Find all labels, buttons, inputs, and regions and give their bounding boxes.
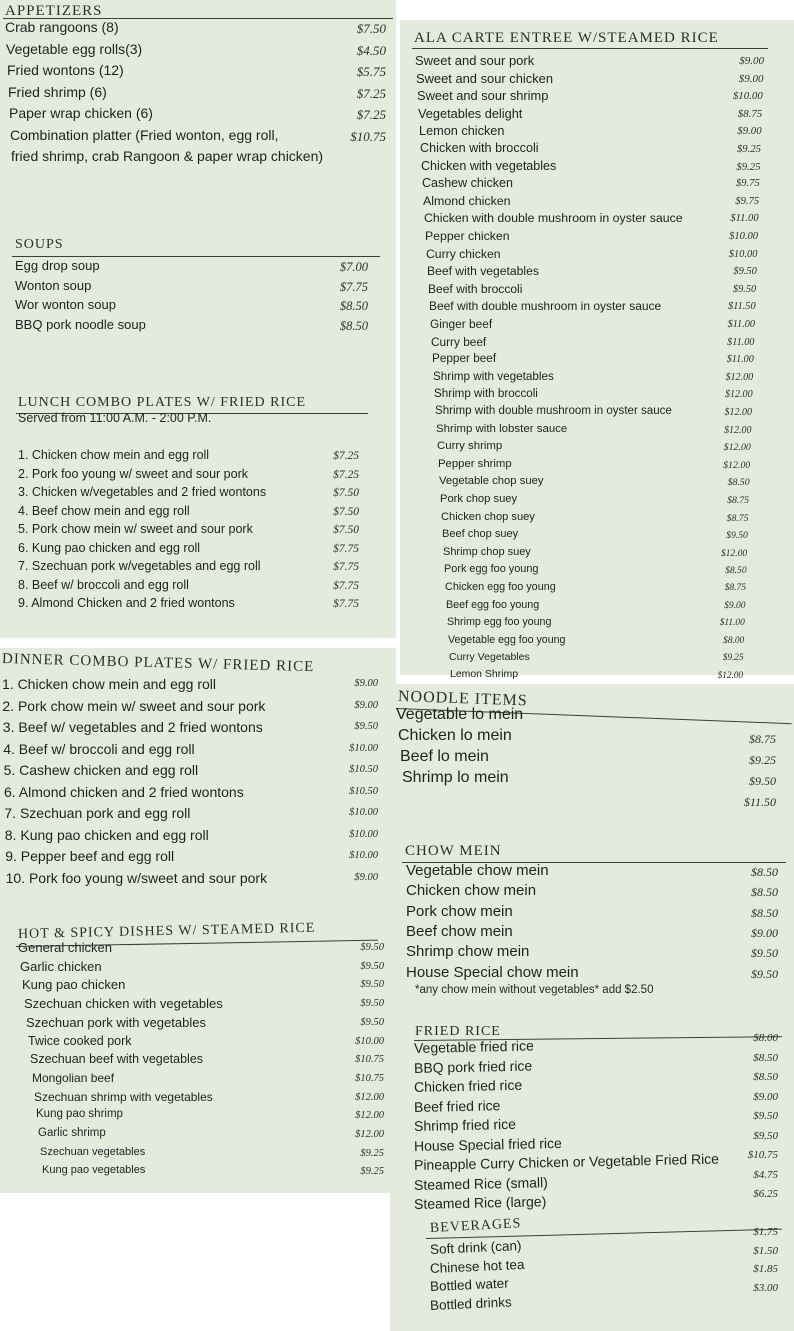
alacarte-item-price: $12.00 [724,424,752,436]
soups-item-name: Wonton soup [15,277,92,293]
friedrice-item-name: Steamed Rice (large) [413,1193,547,1212]
dinner-item-price: $10.50 [349,764,378,775]
alacarte-item-price: $9.75 [735,195,760,207]
alacarte-item-name: Beef with vegetables [427,264,539,279]
alacarte-item-price: $9.25 [736,160,761,173]
alacarte-item-price: $11.50 [728,301,756,313]
alacarte-item-price: $11.00 [726,354,754,366]
alacarte-item-price: $9.00 [739,55,764,67]
soups-item-price: $7.75 [339,279,368,294]
alacarte-item-name: Chicken with double mushroom in oyster sauce [424,211,683,226]
dinner-item-name: 5. Cashew chicken and egg roll [3,762,199,778]
dinner-item-name: 8. Kung pao chicken and egg roll [4,826,209,843]
beverages-item-price: $1.75 [753,1226,778,1238]
beverages-heading: BEVERAGES [429,1216,522,1236]
hotspicy-item-name: Garlic chicken [20,958,102,974]
lunch-item-price: $7.50 [333,524,359,536]
friedrice-item-price: $9.00 [753,1090,778,1103]
alacarte-item-name: Beef chop suey [442,528,519,541]
dinner-item-price: $10.00 [349,828,378,840]
alacarte-item-name: Sweet and sour chicken [416,70,554,86]
dinner-item-price: $9.50 [354,721,378,732]
alacarte-item-price: $12.00 [724,389,753,401]
alacarte-item-price: $9.50 [733,266,757,278]
hotspicy-item-price: $12.00 [355,1129,384,1140]
soups-item-name: Wor wonton soup [15,297,116,312]
hotspicy-item-price: $9.25 [360,1166,384,1178]
alacarte-item-name: Sweet and sour shrimp [417,88,549,104]
lunch-list [0,0,396,638]
alacarte-list [400,20,794,681]
lunch-item-name: 4. Beef chow mein and egg roll [18,503,190,518]
alacarte-item-name: Beef egg foo young [446,598,540,611]
chowmein-item-price: $9.50 [751,966,778,981]
hotspicy-heading: HOT & SPICY DISHES W/ STEAMED RICE [17,920,316,942]
alacarte-item-name: Sweet and sour pork [415,53,535,68]
hotspicy-item-price: $10.75 [355,1072,384,1084]
appetizers-item-name: Fried wontons (12) [7,62,124,78]
appetizers-item-name: Fried shrimp (6) [8,83,107,100]
friedrice-item-name: House Special fried rice [413,1134,562,1154]
chowmein-item-name: House Special chow mein [406,963,579,981]
alacarte-item-price: $12.00 [720,547,748,559]
lunch-item-name: 9. Almond Chicken and 2 fried wontons [18,596,235,610]
dinner-item-name: 6. Almond chicken and 2 fried wontons [4,783,244,800]
chowmein-item-name: Pork chow mein [406,902,513,920]
alacarte-item-name: Pepper shrimp [438,457,512,470]
hotspicy-item-price: $9.25 [360,1147,384,1159]
lunch-served-hours: Served from 11:00 A.M. - 2:00 P.M. [18,411,212,425]
appetizers-item-price: $7.50 [356,21,386,36]
lunch-heading: LUNCH COMBO PLATES W/ FRIED RICE [18,395,307,410]
hotspicy-item-name: Szechuan pork with vegetables [26,1014,206,1030]
lunch-item-price: $7.75 [333,561,359,573]
lunch-item-name: 5. Pork chow mein w/ sweet and sour pork [18,522,253,536]
beverages-item-price: $1.85 [753,1263,778,1275]
dinner-heading: DINNER COMBO PLATES W/ FRIED RICE [1,651,315,676]
chowmein-item-price: $9.00 [751,925,778,940]
noodle-item-price: $11.50 [743,795,776,809]
beverages-list [390,684,794,1331]
alacarte-item-price: $9.50 [732,283,757,295]
dinner-item-price: $9.00 [354,699,378,711]
dinner-item-name: 7. Szechuan pork and egg roll [4,805,191,821]
soups-heading: SOUPS [15,237,64,252]
alacarte-item-price: $9.00 [737,125,762,138]
alacarte-item-price: $8.75 [737,107,763,120]
appetizers-item-price: $7.25 [356,107,386,122]
hotspicy-item-name: Garlic shrimp [38,1127,106,1139]
alacarte-item-name: Chicken with vegetables [421,158,557,173]
friedrice-item-price: $4.75 [753,1168,778,1181]
appetizers-heading: APPETIZERS [5,3,103,19]
alacarte-item-name: Almond chicken [423,193,511,208]
appetizers-item-price: $4.50 [356,42,386,58]
alacarte-item-price: $11.00 [719,618,745,629]
noodle-item-name: Chicken lo mein [398,727,512,744]
alacarte-item-name: Shrimp with vegetables [433,369,554,383]
chowmein-heading: CHOW MEIN [405,843,502,859]
hotspicy-item-name: General chicken [18,940,112,955]
hotspicy-item-name: Kung pao vegetables [42,1164,146,1177]
friedrice-item-name: BBQ pork fried rice [413,1057,533,1076]
alacarte-item-price: $12.00 [723,459,751,471]
noodle-item-price: $8.75 [749,732,776,746]
noodle-item-name: Shrimp lo mein [402,769,509,786]
appetizers-item-name: Combination platter (Fried wonton, egg roll, [10,126,279,143]
beverages-item-name: Bottled drinks [429,1293,513,1313]
dinner-item-price: $10.00 [349,850,378,861]
dinner-item-price: $9.00 [354,871,378,883]
appetizers-item-name: Crab rangoons (8) [5,19,119,35]
friedrice-item-name: Chicken fried rice [413,1076,523,1095]
panel-appetizers-soups-lunch [0,0,396,638]
alacarte-item-price: $8.75 [724,583,746,593]
beverages-item-price: $3.00 [753,1281,778,1294]
hotspicy-item-name: Szechuan shrimp with vegetables [34,1089,213,1104]
appetizers-item-price: $7.25 [356,85,386,101]
alacarte-item-price: $8.50 [725,565,747,577]
lunch-item-price: $7.50 [333,505,359,518]
friedrice-item-price: $6.25 [753,1188,778,1200]
alacarte-item-price: $10.00 [732,90,763,103]
hotspicy-item-name: Mongolian beef [32,1070,115,1085]
chowmein-item-price: $9.50 [751,946,778,961]
dinner-item-price: $10.00 [349,742,378,754]
soups-item-price: $8.50 [339,299,368,313]
panel-noodle-chowmein-friedrice [390,684,794,1331]
alacarte-item-price: $10.00 [728,248,758,260]
alacarte-item-price: $8.50 [727,477,750,489]
dinner-item-name: 9. Pepper beef and egg roll [5,848,175,864]
alacarte-item-price: $8.75 [727,495,749,506]
hotspicy-item-name: Twice cooked pork [28,1033,132,1048]
alacarte-item-price: $11.00 [727,336,755,348]
dinner-item-price: $10.50 [349,785,378,797]
hotspicy-item-name: Szechuan chicken with vegetables [24,996,223,1012]
dinner-item-name: 10. Pork foo young w/sweet and sour pork [5,869,268,886]
alacarte-item-name: Chicken egg foo young [445,581,556,593]
beverages-item-name: Bottled water [429,1275,510,1294]
beverages-item-name: Soft drink (can) [429,1238,522,1257]
hotspicy-item-price: $10.00 [355,1035,384,1047]
alacarte-item-name: Shrimp with double mushroom in oyster sauce [435,405,672,417]
alacarte-item-price: $9.00 [738,72,764,85]
soups-item-price: $8.50 [339,318,368,333]
panel-alacarte [400,20,794,681]
alacarte-item-name: Shrimp egg foo young [447,616,552,629]
panel-dinner-hotspicy [0,648,396,1193]
soups-item-name: BBQ pork noodle soup [15,316,146,332]
lunch-item-price: $7.25 [333,450,359,462]
alacarte-item-name: Beef with double mushroom in oyster sauce [429,299,662,314]
friedrice-item-name: Beef fried rice [413,1096,501,1115]
appetizers-item-name: Paper wrap chicken (6) [9,105,153,121]
chowmein-item-name: Shrimp chow mein [406,943,530,961]
alacarte-item-name: Cashew chicken [422,176,513,191]
appetizers-item-name: Vegetable egg rolls(3) [6,40,143,57]
alacarte-heading: ALA CARTE ENTREE W/STEAMED RICE [414,30,719,46]
friedrice-item-name: Steamed Rice (small) [413,1173,548,1193]
noodle-item-price: $9.25 [749,753,776,767]
chowmein-item-price: $8.50 [751,905,778,920]
alacarte-item-name: Vegetable chop suey [439,475,544,488]
friedrice-item-name: Vegetable fried rice [413,1037,535,1056]
chowmein-item-name: Chicken chow mein [406,882,537,900]
alacarte-item-name: Curry chicken [426,246,501,261]
chowmein-item-name: Vegetable chow mein [406,862,549,879]
beverages-item-name: Chinese hot tea [429,1256,525,1276]
lunch-item-price: $7.25 [333,468,359,481]
chowmein-item-price: $8.50 [751,885,778,900]
soups-item-name: Egg drop soup [15,258,100,273]
chowmein-item-price: $8.50 [751,865,778,879]
dinner-item-name: 2. Pork chow mein w/ sweet and sour pork [2,697,266,714]
lunch-item-price: $7.75 [333,579,359,592]
chowmein-note: *any chow mein without vegetables* add $2.50 [415,984,654,996]
noodle-item-price: $9.50 [749,774,776,788]
friedrice-item-price: $8.50 [753,1071,778,1083]
lunch-item-price: $7.75 [333,542,359,555]
alacarte-item-name: Vegetables delight [418,105,523,121]
soups-item-price: $7.00 [339,260,368,274]
hotspicy-item-price: $9.50 [360,979,384,991]
alacarte-item-name: Chicken with broccoli [420,141,539,155]
lunch-item-name: 3. Chicken w/vegetables and 2 fried wontons [18,485,267,499]
alacarte-item-name: Pepper chicken [425,229,510,243]
appetizers-item-price: $5.75 [356,64,386,79]
dinner-item-price: $10.00 [349,807,378,818]
alacarte-item-name: Chicken chop suey [441,510,535,523]
friedrice-item-price: $8.00 [753,1032,778,1044]
alacarte-item-price: $8.75 [726,512,749,524]
appetizers-item-name: fried shrimp, crab Rangoon & paper wrap chicken) [11,148,324,164]
alacarte-item-name: Pepper beef [432,352,497,366]
alacarte-item-name: Shrimp with lobster sauce [436,422,568,435]
hotspicy-item-price: $9.50 [360,1016,384,1028]
alacarte-item-name: Shrimp with broccoli [434,387,538,401]
alacarte-item-price: $12.00 [725,371,754,383]
alacarte-item-price: $12.00 [717,671,743,681]
alacarte-item-name: Pork egg foo young [444,563,539,576]
lunch-item-price: $7.75 [333,598,359,610]
friedrice-item-price: $8.50 [753,1051,778,1064]
lunch-item-price: $7.50 [333,487,359,499]
lunch-item-name: 8. Beef w/ broccoli and egg roll [18,577,189,592]
alacarte-item-name: Curry Vegetables [449,651,530,664]
noodle-item-name: Beef lo mein [400,748,489,765]
friedrice-heading: FRIED RICE [415,1024,501,1039]
hotspicy-item-price: $9.50 [360,942,384,953]
alacarte-item-price: $12.00 [723,442,751,454]
hotspicy-list [0,648,396,1193]
alacarte-item-price: $11.00 [730,213,759,225]
alacarte-item-price: $10.00 [729,231,758,242]
alacarte-item-price: $9.25 [736,143,761,155]
hotspicy-item-price: $9.50 [360,960,384,972]
alacarte-item-price: $9.00 [724,600,746,611]
hotspicy-item-name: Szechuan vegetables [40,1145,146,1158]
alacarte-item-name: Curry shrimp [437,440,503,453]
alacarte-item-price: $11.00 [727,319,755,330]
friedrice-item-name: Pineapple Curry Chicken or Vegetable Fried Rice [413,1150,720,1173]
lunch-item-name: 6. Kung pao chicken and egg roll [18,540,201,555]
dinner-item-name: 1. Chicken chow mein and egg roll [2,676,217,692]
alacarte-item-price: $8.00 [723,635,745,646]
alacarte-item-name: Lemon chicken [419,123,505,139]
hotspicy-item-name: Kung pao chicken [22,977,126,993]
hotspicy-item-price: $10.75 [355,1054,384,1066]
alacarte-item-price: $12.00 [724,407,752,418]
alacarte-item-name: Lemon Shrimp [450,669,519,680]
hotspicy-item-name: Szechuan beef with vegetables [30,1052,204,1067]
lunch-item-name: 1. Chicken chow mein and egg roll [18,448,210,462]
alacarte-item-name: Beef with broccoli [428,281,523,296]
noodle-item-name: Vegetable lo mein [396,706,524,723]
alacarte-item-name: Vegetable egg foo young [448,633,566,646]
alacarte-item-price: $9.75 [735,178,760,190]
hotspicy-item-price: $12.00 [355,1091,384,1103]
alacarte-item-price: $9.25 [722,653,744,664]
appetizers-item-price: $10.75 [350,128,386,144]
dinner-item-name: 4. Beef w/ broccoli and egg roll [3,740,195,757]
alacarte-item-name: Ginger beef [430,317,493,331]
friedrice-item-price: $9.50 [753,1110,778,1122]
lunch-item-name: 2. Pork foo young w/ sweet and sour pork [18,466,248,481]
lunch-item-name: 7. Szechuan pork w/vegetables and egg roll [18,559,261,573]
hotspicy-item-price: $12.00 [355,1110,384,1122]
chowmein-item-name: Beef chow mein [406,922,513,940]
alacarte-item-name: Pork chop suey [440,493,518,505]
hotspicy-item-name: Kung pao shrimp [36,1108,123,1121]
friedrice-item-price: $10.75 [747,1149,778,1161]
dinner-item-name: 3. Beef w/ vegetables and 2 fried wontons [2,719,263,735]
hotspicy-item-price: $9.50 [360,998,384,1010]
noodle-heading: NOODLE ITEMS [397,688,529,710]
friedrice-item-name: Shrimp fried rice [413,1115,517,1134]
friedrice-item-price: $9.50 [753,1129,778,1142]
dinner-item-price: $9.00 [354,678,378,689]
alacarte-item-price: $9.50 [726,530,748,542]
alacarte-item-name: Curry beef [431,334,487,349]
alacarte-item-name: Shrimp chop suey [443,545,531,558]
beverages-item-price: $1.50 [753,1244,778,1257]
